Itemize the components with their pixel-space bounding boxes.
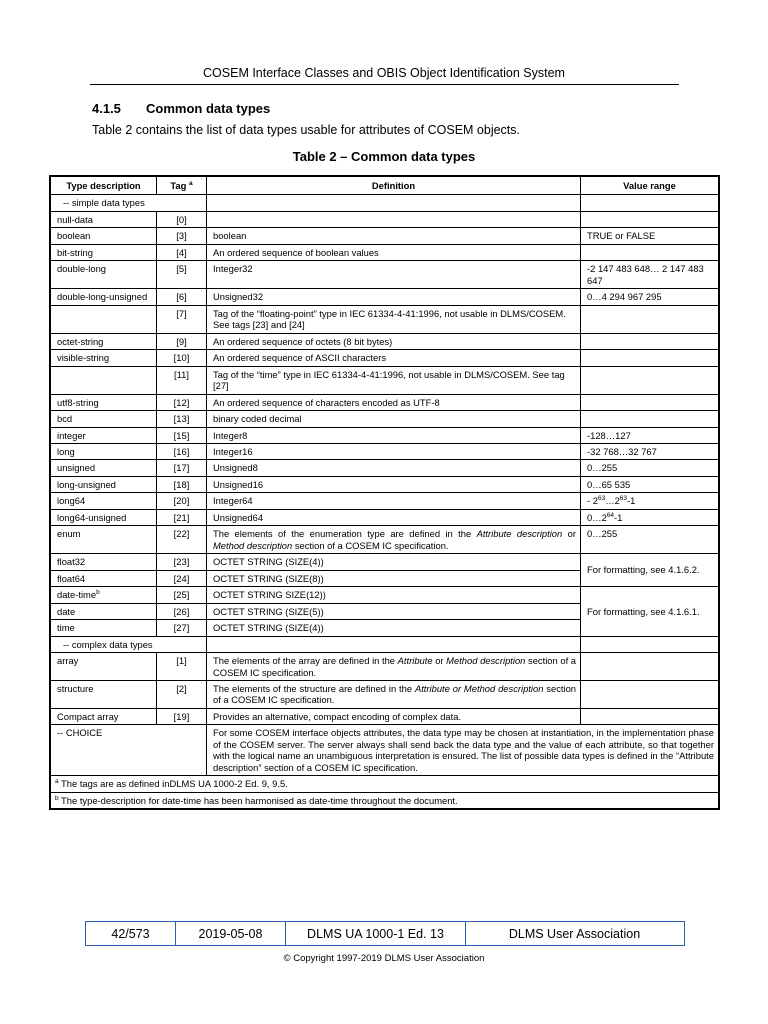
range-cell: -2 147 483 648… 2 147 483 647 [581, 261, 719, 289]
definition-cell: The elements of the structure are defined in the Attribute or Method description section of a COSEM IC specification. [207, 681, 581, 709]
table-caption: Table 2 – Common data types [292, 149, 476, 164]
type-cell: enum [51, 526, 157, 554]
table-row [51, 554, 719, 570]
definition-cell: Tag of the “time” type in IEC 61334-4-41:1996, not usable in DLMS/COSEM. See tag [27] [207, 366, 581, 394]
header-rule [90, 84, 679, 85]
empty-cell [207, 636, 581, 652]
table-row [51, 228, 719, 244]
type-cell: long-unsigned [51, 476, 157, 492]
type-cell: date [51, 603, 157, 619]
tag-cell: [16] [157, 443, 207, 459]
tag-cell: [13] [157, 411, 207, 427]
tag-cell: [10] [157, 350, 207, 366]
header-type: Type description [51, 177, 157, 195]
definition-cell: Integer64 [207, 493, 581, 509]
tag-cell: [19] [157, 708, 207, 724]
range-cell [581, 366, 719, 394]
definition-cell: Unsigned8 [207, 460, 581, 476]
footer-date: 2019-05-08 [176, 922, 286, 945]
type-cell: null-data [51, 211, 157, 227]
type-cell [51, 366, 157, 394]
definition-cell: binary coded decimal [207, 411, 581, 427]
tag-cell: [15] [157, 427, 207, 443]
definition-cell: An ordered sequence of octets (8 bit bytes) [207, 333, 581, 349]
table-header-row [51, 177, 719, 195]
common-data-types-table [50, 176, 719, 809]
type-cell: structure [51, 681, 157, 709]
range-cell [581, 653, 719, 681]
definition-cell [207, 211, 581, 227]
tag-cell: [27] [157, 620, 207, 636]
table-row [51, 493, 719, 509]
type-cell: Compact array [51, 708, 157, 724]
type-cell: array [51, 653, 157, 681]
definition-cell: OCTET STRING SIZE(12)) [207, 587, 581, 603]
table-row [51, 476, 719, 492]
page-footer [85, 921, 685, 946]
type-cell: double-long-unsigned [51, 289, 157, 305]
tag-cell: [3] [157, 228, 207, 244]
table-row [51, 333, 719, 349]
type-cell: bcd [51, 411, 157, 427]
definition-cell: An ordered sequence of characters encoded as UTF-8 [207, 394, 581, 410]
table-row [51, 366, 719, 394]
footnote-row [51, 792, 719, 808]
range-cell: 0…65 535 [581, 476, 719, 492]
definition-cell: OCTET STRING (SIZE(8)) [207, 570, 581, 586]
tag-cell: [0] [157, 211, 207, 227]
type-cell: unsigned [51, 460, 157, 476]
group-label: -- complex data types [51, 636, 207, 652]
definition-cell: The elements of the array are defined in the Attribute or Method description section of a COSEM IC specification. [207, 653, 581, 681]
type-cell: long [51, 443, 157, 459]
group-row [51, 195, 719, 211]
definition-cell: OCTET STRING (SIZE(4)) [207, 620, 581, 636]
range-cell: TRUE or FALSE [581, 228, 719, 244]
table-row [51, 509, 719, 525]
header-range: Value range [581, 177, 719, 195]
type-cell: time [51, 620, 157, 636]
range-cell [581, 333, 719, 349]
range-cell [581, 305, 719, 333]
tag-cell: [26] [157, 603, 207, 619]
header-tag [157, 177, 207, 195]
range-cell [581, 244, 719, 260]
table-row [51, 350, 719, 366]
empty-cell [581, 195, 719, 211]
definition-cell: Unsigned16 [207, 476, 581, 492]
copyright-notice: © Copyright 1997-2019 DLMS User Association [283, 953, 485, 964]
definition-cell: boolean [207, 228, 581, 244]
tag-cell: [24] [157, 570, 207, 586]
footnote-a: $^a$ The tags are as defined inDLMS UA 1000-2 Ed. 9, 9.5. [51, 776, 719, 792]
type-cell: date-time$^b$ [51, 587, 157, 603]
definition-cell: Integer16 [207, 443, 581, 459]
tag-cell: [20] [157, 493, 207, 509]
table-row [51, 427, 719, 443]
range-cell: 0…4 294 967 295 [581, 289, 719, 305]
table-row [51, 411, 719, 427]
running-header: COSEM Interface Classes and OBIS Object Identification System [203, 66, 565, 80]
type-cell: float64 [51, 570, 157, 586]
range-cell: 0…255 [581, 526, 719, 554]
tag-cell: [5] [157, 261, 207, 289]
type-cell: boolean [51, 228, 157, 244]
type-cell: visible-string [51, 350, 157, 366]
definition-cell: The elements of the enumeration type are defined in the Attribute description or Method description section of a COSEM IC specification. [207, 526, 581, 554]
tag-cell: [12] [157, 394, 207, 410]
definition-cell: OCTET STRING (SIZE(5)) [207, 603, 581, 619]
range-cell: -128…127 [581, 427, 719, 443]
footnote-b: $^b$ The type-description for date-time has been harmonised as date-time throughout the document. [51, 792, 719, 808]
definition-cell: For some COSEM interface objects attributes, the data type may be chosen at instantiation, in the implementation phase of the COSEM server. The server always shall send back the data type and the value of each attribute, so that together with the logical name an unambiguous interpretation is ensured. The list of possible data types is defined in the “Attribute description” section of a COSEM IC specification. [207, 725, 719, 776]
type-cell: octet-string [51, 333, 157, 349]
empty-cell [207, 195, 581, 211]
range-cell: For formatting, see 4.1.6.2. [581, 554, 719, 587]
table-row [51, 708, 719, 724]
group-row [51, 636, 719, 652]
range-cell: 0…255 [581, 460, 719, 476]
type-cell: float32 [51, 554, 157, 570]
tag-cell: [2] [157, 681, 207, 709]
tag-cell: [17] [157, 460, 207, 476]
type-cell [51, 305, 157, 333]
type-cell: utf8-string [51, 394, 157, 410]
tag-cell: [7] [157, 305, 207, 333]
type-cell: long64-unsigned [51, 509, 157, 525]
definition-cell: Unsigned32 [207, 289, 581, 305]
table-row [51, 305, 719, 333]
table-row [51, 394, 719, 410]
tag-cell: [21] [157, 509, 207, 525]
footer-organization: DLMS User Association [508, 926, 641, 941]
table-row [51, 587, 719, 603]
range-cell: For formatting, see 4.1.6.1. [581, 587, 719, 636]
empty-cell [581, 636, 719, 652]
range-cell [581, 211, 719, 227]
footer-document: DLMS UA 1000-1 Ed. 13 [286, 922, 466, 945]
table-row [51, 653, 719, 681]
definition-cell: Integer32 [207, 261, 581, 289]
tag-cell: [6] [157, 289, 207, 305]
type-cell: double-long [51, 261, 157, 289]
range-cell [581, 350, 719, 366]
definition-cell: Unsigned64 [207, 509, 581, 525]
table-row [51, 261, 719, 289]
table-row [51, 725, 719, 776]
type-cell: long64 [51, 493, 157, 509]
type-cell: -- CHOICE [51, 725, 207, 776]
header-tag-note: a [188, 179, 193, 187]
range-cell: -32 768…32 767 [581, 443, 719, 459]
definition-cell: An ordered sequence of ASCII characters [207, 350, 581, 366]
section-number: 4.1.5 [92, 101, 121, 116]
definition-cell: Provides an alternative, compact encoding of complex data. [207, 708, 581, 724]
intro-paragraph: Table 2 contains the list of data types usable for attributes of COSEM objects. [92, 123, 521, 137]
table-row [51, 443, 719, 459]
range-cell: $0\dots 2^{64}-1$ [581, 509, 719, 525]
type-cell: integer [51, 427, 157, 443]
footnote-row [51, 776, 719, 792]
range-cell [581, 394, 719, 410]
tag-cell: [9] [157, 333, 207, 349]
definition-cell: OCTET STRING (SIZE(4)) [207, 554, 581, 570]
table-row [51, 460, 719, 476]
tag-cell: [1] [157, 653, 207, 681]
section-heading [92, 101, 270, 116]
table-row [51, 244, 719, 260]
range-cell: - $2^{63}\dots 2^{63}-1$ [581, 493, 719, 509]
table-row [51, 526, 719, 554]
group-label: -- simple data types [51, 195, 207, 211]
header-definition: Definition [207, 177, 581, 195]
header-tag-label: Tag [170, 180, 187, 191]
range-cell [581, 681, 719, 709]
page-number: 42/573 [86, 922, 176, 945]
tag-cell: [18] [157, 476, 207, 492]
tag-cell: [25] [157, 587, 207, 603]
tag-cell: [23] [157, 554, 207, 570]
definition-cell: An ordered sequence of boolean values [207, 244, 581, 260]
tag-cell: [4] [157, 244, 207, 260]
table-row [51, 289, 719, 305]
section-title: Common data types [146, 101, 271, 116]
type-cell: bit-string [51, 244, 157, 260]
table-row [51, 211, 719, 227]
definition-cell: Tag of the “floating-point” type in IEC 61334-4-41:1996, not usable in DLMS/COSEM. See tags [23] and [24] [207, 305, 581, 333]
table-row [51, 681, 719, 709]
definition-cell: Integer8 [207, 427, 581, 443]
tag-cell: [11] [157, 366, 207, 394]
range-cell [581, 708, 719, 724]
range-cell [581, 411, 719, 427]
tag-cell: [22] [157, 526, 207, 554]
